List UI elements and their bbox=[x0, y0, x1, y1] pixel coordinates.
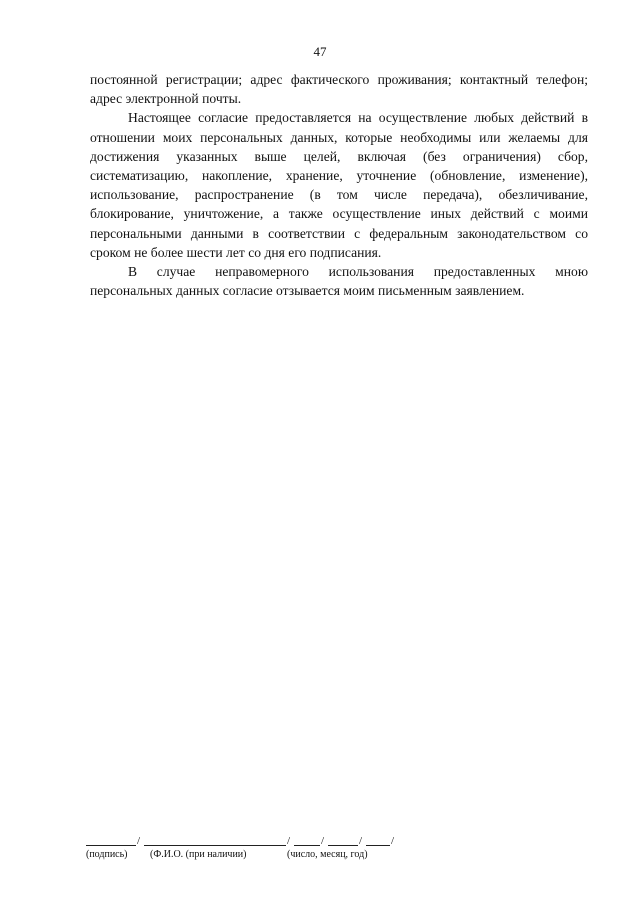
paragraph-consent-withdrawal: В случае неправомерного использования предоставленных мною персональных данных согласие отзывается моим письменным заявлением. bbox=[90, 264, 588, 299]
date-caption: (число, месяц, год) bbox=[287, 849, 368, 860]
month-blank bbox=[328, 831, 358, 846]
signature-caption: (подпись) bbox=[86, 849, 128, 860]
signature-blank bbox=[86, 831, 136, 846]
separator-slash: / bbox=[359, 835, 363, 847]
separator-slash: / bbox=[321, 835, 325, 847]
year-blank bbox=[366, 831, 390, 846]
signature-line bbox=[86, 832, 406, 846]
day-blank bbox=[294, 831, 320, 846]
separator-slash: / bbox=[137, 835, 141, 847]
separator-slash: / bbox=[287, 835, 291, 847]
page-number: 47 bbox=[313, 44, 327, 59]
document-body bbox=[90, 70, 588, 300]
name-caption: (Ф.И.О. (при наличии) bbox=[150, 849, 247, 860]
paragraph-continuation: постоянной регистрации; адрес фактического проживания; контактный телефон; адрес электронной почты. bbox=[90, 72, 588, 107]
paragraph-consent-scope: Настоящее согласие предоставляется на осуществление любых действий в отношении моих персональных данных, которые необходимы или желаемы для достижения указанных выше целей, включая (без ограничения) сбор, систематизацию, накопление, хранение, уточнение (обновление, изменение), использование, распространение (в том числе передача), обезличивание, блокирование, уничтожение, а также осуществление иных действий с моими персональными данными в соответствии с федеральным законодательством со сроком не более шести лет со дня его подписания. bbox=[90, 110, 588, 260]
separator-slash: / bbox=[391, 835, 395, 847]
signature-block bbox=[86, 832, 406, 872]
name-blank bbox=[144, 831, 286, 846]
